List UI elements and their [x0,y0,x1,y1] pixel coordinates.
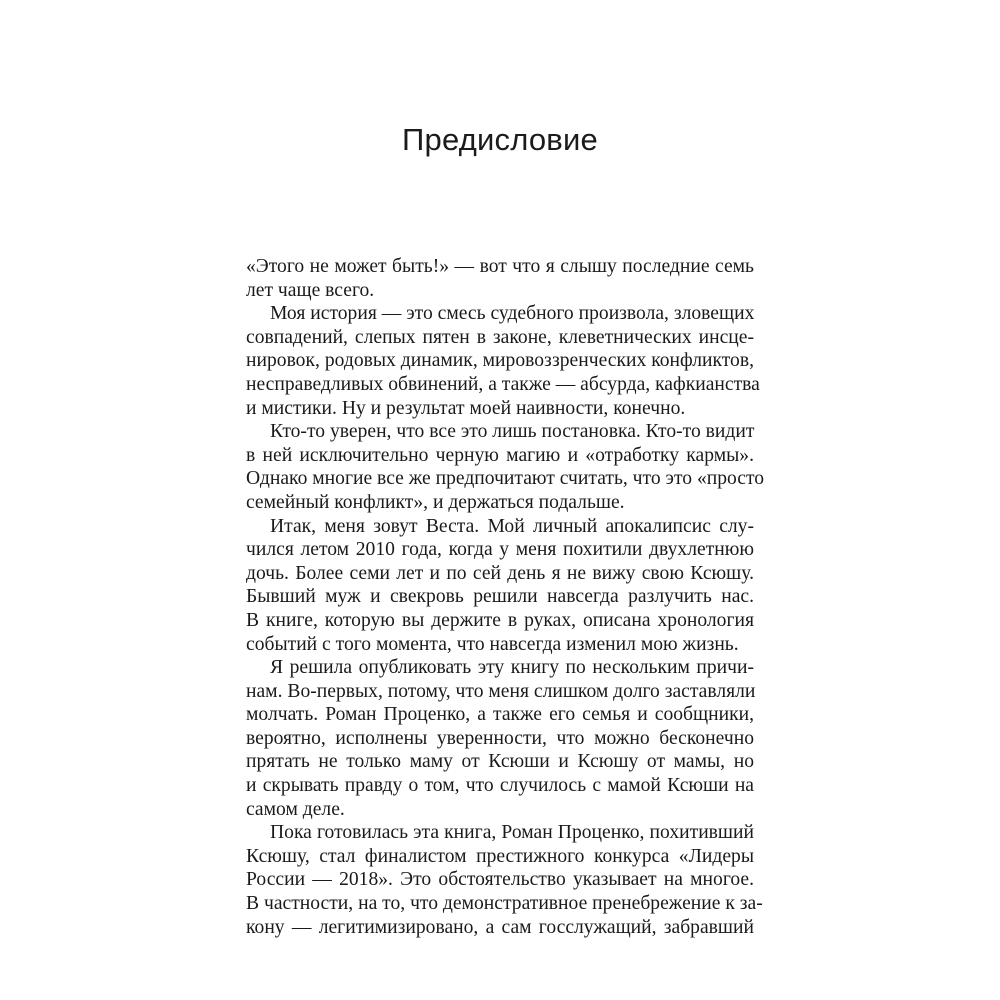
text-line: нировок, родовых динамик, мировоззренческих конфликтов, [246,350,754,372]
text-line: В частности, на то, что демонстративное пренебрежение к за- [246,893,763,915]
text-line: прятать не только маму от Ксюши и Ксюшу от мамы, но [246,751,754,773]
text-line: Ксюшу, стал финалистом престижного конкурса «Лидеры [246,845,754,867]
text-line: Пока готовилась эта книга, Роман Проценко, похитивший [270,822,754,844]
text-line: кону — легитимизировано, а сам госслужащий, забравший [246,916,754,938]
text-line: Бывший муж и свекровь решили навсегда разлучить нас. [246,586,754,608]
text-line: Кто-то уверен, что все это лишь постановка. Кто-то видит [270,421,755,443]
text-line: и мистики. Ну и результат моей наивности, конечно. [246,397,686,419]
text-line: событий с того момента, что навсегда изменил мою жизнь. [246,633,739,655]
text-line: молчать. Роман Проценко, а также его семья и сообщники, [246,704,754,726]
text-line: Я решила опубликовать эту книгу по нескольким причи- [270,657,754,679]
body-text [246,255,765,939]
text-line: Моя история — это смесь судебного произвола, зловещих [270,303,755,325]
text-line: «Этого не может быть!» — вот что я слышу последние семь [246,256,754,277]
text-line: России — 2018». Это обстоятельство указывает на многое. [246,869,754,891]
text-line: несправедливых обвинений, а также — абсурда, кафкианства [246,373,760,395]
text-line: В книге, которую вы держите в руках, описана хронология [246,609,754,631]
text-line: Итак, меня зовут Веста. Мой личный апокалипсис слу- [270,515,754,537]
text-line: вероятно, исполнены уверенности, что можно бесконечно [246,727,754,749]
chapter-title: Предисловие [402,122,598,157]
text-line: в ней исключительно черную магию и «отработку кармы». [246,444,754,466]
text-line: совпадений, слепых пятен в законе, клеветнических инсце- [246,326,754,348]
text-line: семейный конфликт», и держаться подальше. [246,491,625,513]
text-line: нам. Во-первых, потому, что меня слишком долго заставляли [246,680,756,702]
text-line: дочь. Более семи лет и по сей день я не вижу свою Ксюшу. [246,562,754,584]
text-line: Однако многие все же предпочитают считать, что это «просто [246,468,765,490]
text-line: и скрывать правду о том, что случилось с мамой Ксюши на [246,775,754,797]
text-line: самом деле. [246,798,345,820]
text-line: лет чаще всего. [246,279,375,301]
text-line: чился летом 2010 года, когда у меня похитили двухлетнюю [246,539,754,561]
